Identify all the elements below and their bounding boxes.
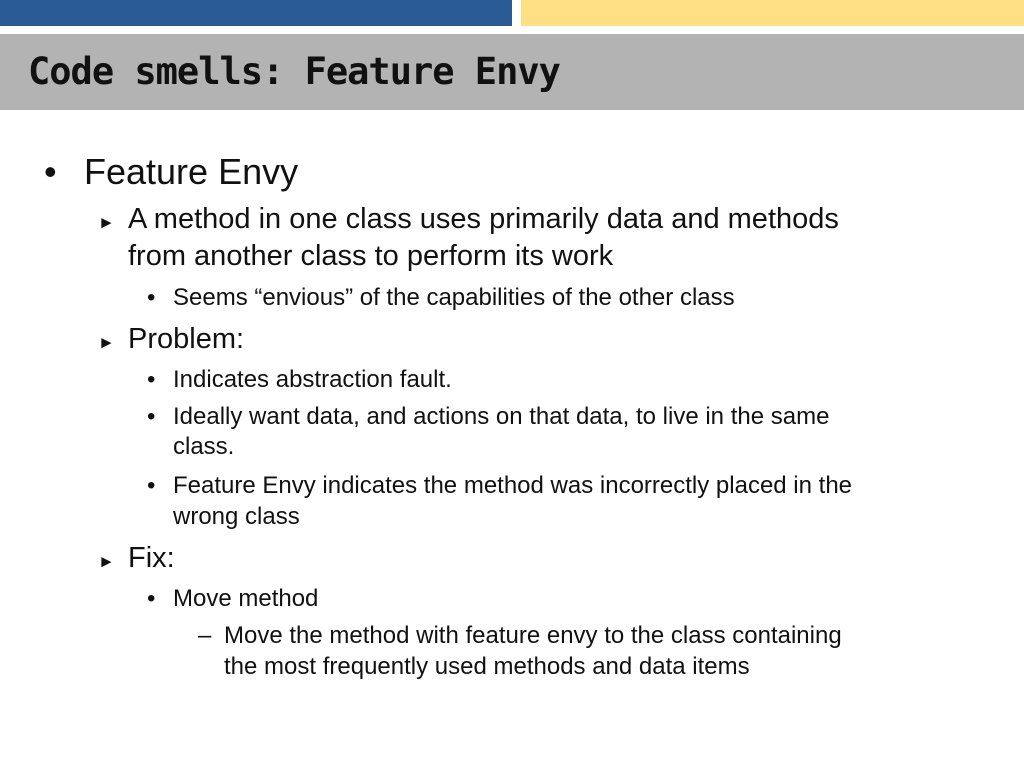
- abstraction-fault-line: Indicates abstraction fault.: [173, 366, 452, 393]
- problem-heading: Problem:: [128, 323, 245, 355]
- move-method-line: Move method: [173, 585, 319, 612]
- definition-line-1: A method in one class uses primarily data and methods: [128, 203, 839, 235]
- envious-line: Seems “envious” of the capabilities of the other class: [173, 284, 735, 311]
- dash-bullet: –: [198, 622, 212, 649]
- incorrect-line-2: wrong class: [173, 503, 300, 530]
- slide-title: Code smells: Feature Envy: [28, 50, 560, 93]
- bullet-dot: •: [147, 366, 156, 393]
- definition-line-2: from another class to perform its work: [128, 240, 614, 272]
- move-detail-line-2: the most frequently used methods and data items: [224, 653, 750, 680]
- move-detail-line-1: Move the method with feature envy to the class containing: [224, 622, 842, 649]
- bullet-dot: •: [147, 284, 156, 311]
- bullet-feature-envy: Feature Envy: [84, 151, 299, 192]
- triangle-bullet-icon: ►: [98, 552, 115, 571]
- ideally-line-1: Ideally want data, and actions on that data, to live in the same: [173, 403, 830, 430]
- triangle-bullet-icon: ►: [98, 213, 115, 232]
- triangle-bullet-icon: ►: [98, 333, 115, 352]
- bullet-dot: •: [147, 585, 156, 612]
- bullet-dot: •: [147, 403, 156, 430]
- fix-heading: Fix:: [128, 542, 175, 574]
- bullet-dot: •: [44, 151, 57, 192]
- incorrect-line-1: Feature Envy indicates the method was incorrectly placed in the: [173, 472, 853, 499]
- bullet-dot: •: [147, 472, 156, 499]
- ideally-line-2: class.: [173, 433, 235, 460]
